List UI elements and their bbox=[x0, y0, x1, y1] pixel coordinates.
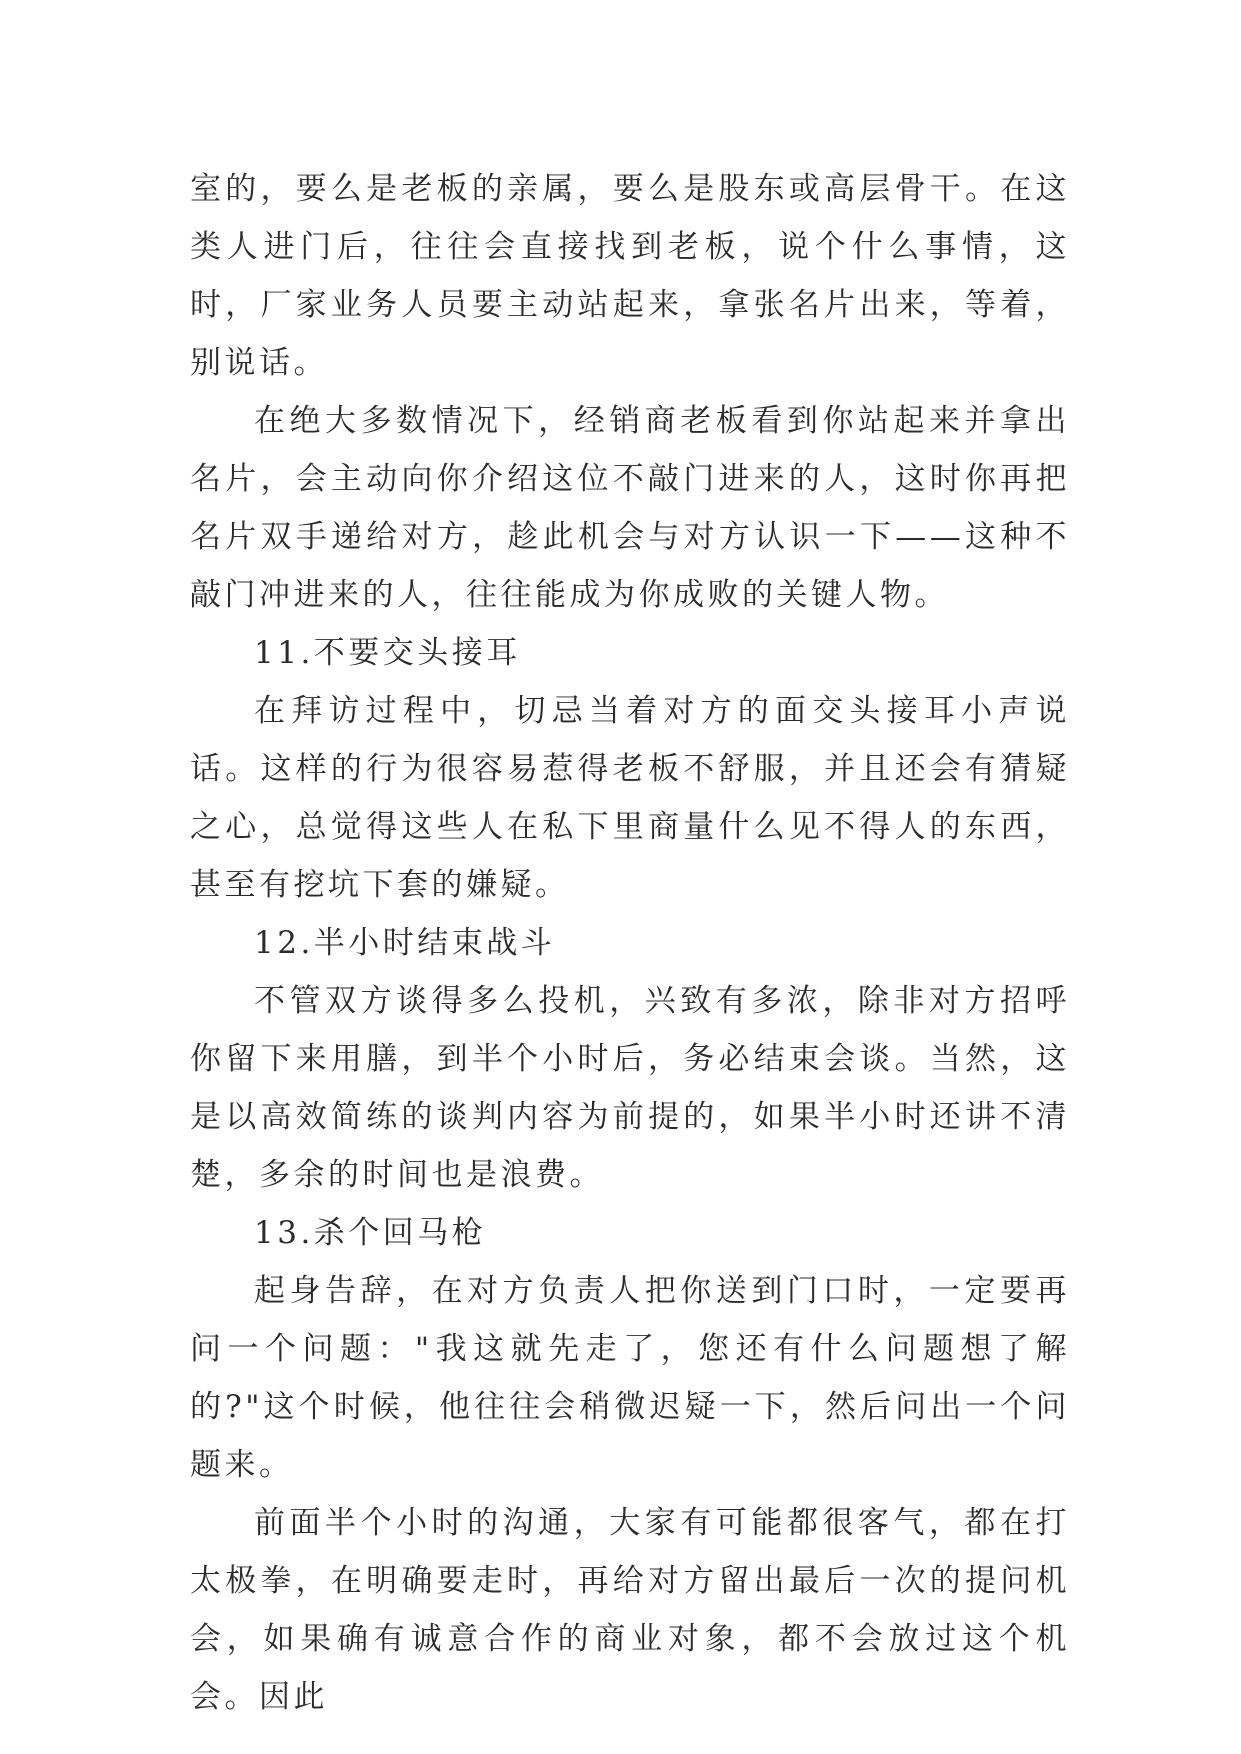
paragraph-no-whispering: 在拜访过程中，切忌当着对方的面交头接耳小声说话。这样的行为很容易惹得老板不舒服，并且还会有猜疑之心，总觉得这些人在私下里商量什么见不得人的东西，甚至有挖坑下套的嫌疑。 bbox=[190, 693, 1070, 903]
document-page bbox=[190, 160, 1070, 1726]
paragraph-last-chance: 前面半个小时的沟通，大家有可能都很客气，都在打太极拳，在明确要走时，再给对方留出最后一次的提问机会，如果确有诚意合作的商业对象，都不会放过这个机会。因此 bbox=[190, 1505, 1070, 1715]
section-heading-11: 11.不要交头接耳 bbox=[254, 635, 521, 671]
section-heading-13: 13.杀个回马枪 bbox=[254, 1215, 487, 1251]
paragraph-half-hour: 不管双方谈得多么投机，兴致有多浓，除非对方招呼你留下来用膳，到半个小时后，务必结束会谈。当然，这是以高效简练的谈判内容为前提的，如果半小时还讲不清楚，多余的时间也是浪费。 bbox=[190, 983, 1070, 1193]
paragraph-final-question: 起身告辞，在对方负责人把你送到门口时，一定要再问一个问题："我这就先走了，您还有什么问题想了解的?"这个时候，他往往会稍微迟疑一下，然后问出一个问题来。 bbox=[190, 1273, 1070, 1483]
paragraph-continuation: 室的，要么是老板的亲属，要么是股东或高层骨干。在这类人进门后，往往会直接找到老板，说个什么事情，这时，厂家业务人员要主动站起来，拿张名片出来，等着，别说话。 bbox=[190, 171, 1070, 381]
paragraph-business-card: 在绝大多数情况下，经销商老板看到你站起来并拿出名片，会主动向你介绍这位不敲门进来的人，这时你再把名片双手递给对方，趁此机会与对方认识一下——这种不敲门冲进来的人，往往能成为你成败的关键人物。 bbox=[190, 403, 1070, 613]
section-heading-12: 12.半小时结束战斗 bbox=[254, 925, 556, 961]
